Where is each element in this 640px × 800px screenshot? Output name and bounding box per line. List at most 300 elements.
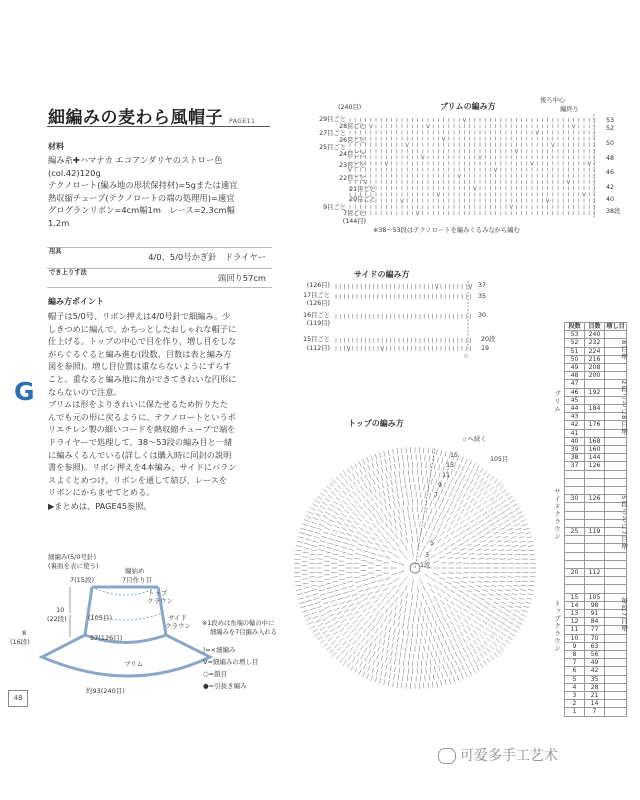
brim-stitch-row: [350, 124, 594, 128]
brim-stitch-row: [350, 118, 594, 122]
brim-stitch-row: [350, 149, 594, 153]
table-cell: [565, 487, 585, 495]
table-cell: [585, 560, 605, 568]
table-cell: 20: [565, 568, 585, 576]
brim-stitch-row: [350, 205, 594, 209]
table-cell: [585, 511, 605, 519]
points-line: 仕上げる。トップの中心で目を作り、増し目をしな: [48, 336, 237, 347]
table-row: [565, 405, 627, 413]
table-cell: [565, 503, 585, 511]
table-row: [565, 503, 627, 511]
table-cell: 168: [585, 437, 605, 445]
table-cell: 192: [585, 388, 605, 396]
side-stitch-row: [336, 338, 470, 343]
table-row: [565, 560, 627, 568]
legend-item: ○=鎖目: [203, 670, 228, 678]
table-cell: 63: [585, 642, 605, 650]
brim-row-label: 25目ごと: [319, 144, 346, 151]
table-cell: [605, 568, 627, 576]
table-cell: 21: [585, 691, 605, 699]
table-row: [565, 593, 627, 601]
table-row: [565, 478, 627, 486]
table-row: [565, 609, 627, 617]
table-row: [565, 446, 627, 454]
legend-item: ●=引抜き編み: [203, 682, 247, 690]
top-row-label: 15: [450, 452, 459, 459]
table-cell: 112: [585, 568, 605, 576]
table-row: [565, 618, 627, 626]
table-row: [565, 364, 627, 372]
brim-row-label: 9目ごと: [323, 204, 346, 211]
points-line: しきつめに編んで、かちっとしたおしゃれな帽子に: [48, 323, 237, 334]
table-cell: 1: [565, 708, 585, 716]
table-row: [565, 691, 627, 699]
hat-caption-sub: (裏面を表に使う): [48, 562, 99, 570]
points-heading: 編み方ポイント: [48, 297, 104, 306]
table-cell: 105: [585, 593, 605, 601]
wechat-icon: [438, 748, 456, 764]
table-cell: [585, 536, 605, 544]
table-row: [565, 429, 627, 437]
hat-side-label-2: クラウン: [165, 622, 191, 630]
table-cell: 184: [585, 405, 605, 413]
symbol-legend: [203, 644, 258, 692]
table-row: [565, 675, 627, 683]
table-row: [565, 470, 627, 478]
materials-heading: 材料: [48, 142, 64, 151]
table-cell: 52: [565, 339, 585, 347]
brim-chart-title: ブリムの編み方: [440, 102, 496, 111]
title-divider: [47, 126, 270, 127]
table-cell: [585, 396, 605, 404]
brim-row-label: 20目ごと: [349, 196, 376, 203]
table-row: [565, 462, 627, 470]
table-cell: 98: [585, 601, 605, 609]
points-line: に編みくるんでいる(詳しくは購入時に同封の説明: [48, 449, 232, 460]
table-cell: 216: [585, 355, 605, 363]
hat-side-rows: 10: [56, 606, 65, 614]
table-cell: [565, 511, 585, 519]
table-cell: [565, 577, 585, 585]
hat-brim-rows-2: (16段): [10, 638, 30, 646]
table-row: [565, 544, 627, 552]
table-row: [565, 487, 627, 495]
table-cell: [605, 331, 627, 339]
brim-stitch-row: [350, 161, 594, 165]
table-cell: 48: [565, 372, 585, 380]
legend-item: |=×細編み: [203, 646, 236, 654]
brim-total: (240目): [338, 104, 362, 111]
tools-row: [47, 247, 272, 266]
table-cell: [585, 478, 605, 486]
table-cell: [585, 519, 605, 527]
side-row-label: 16目ごと: [303, 312, 330, 319]
hat-brim-sts: 約93(240目): [86, 687, 125, 695]
table-cell: [565, 585, 585, 593]
table-row: [565, 585, 627, 593]
table-cell: [605, 675, 627, 683]
table-cell: [565, 478, 585, 486]
top-note-1: ※1段めは糸端の輪の中に: [202, 620, 275, 627]
points-line: ならないので注意。: [48, 386, 122, 397]
table-cell: 70: [585, 634, 605, 642]
points-line: 図を参照)。増し目位置は重ならないようにずらす: [48, 361, 232, 372]
top-row-label: 1段: [420, 562, 431, 569]
table-cell: [605, 667, 627, 675]
brim-note: ※38〜53段はテクノロートを編みくるみながら編む: [373, 227, 520, 234]
table-cell: 50: [565, 355, 585, 363]
table-header: 段数: [565, 323, 585, 331]
side-row-label: (126目): [306, 300, 330, 307]
table-cell: 14: [565, 601, 585, 609]
brim-stitch-row: [350, 155, 594, 159]
table-cell: [605, 478, 627, 486]
points-line: スよくとめつけ、リボンを通して結び、レースを: [48, 474, 228, 485]
table-header: 増し目: [606, 323, 625, 330]
brim-row-label: 23目ごと: [339, 162, 366, 169]
brim-row-number: 52: [606, 125, 615, 132]
top-row-label: 13: [446, 462, 455, 469]
table-header-row: [565, 323, 627, 331]
table-cell: [605, 487, 627, 495]
watermark: [438, 745, 558, 765]
table-cell: [605, 552, 627, 560]
table-cell: [605, 470, 627, 478]
table-inc-brim-b: 2段ごとに8目増: [620, 380, 628, 436]
side-row-label: 15目ごと: [303, 336, 330, 343]
points-line: ブリムは形をよりきれいに保たせるため折りたた: [48, 399, 228, 410]
materials-line: 熱収縮チューブ(テクノロートの端の処理用)=適宜: [48, 192, 235, 203]
table-cell: 46: [565, 388, 585, 396]
brim-row-label: 22目ごと: [339, 175, 366, 182]
table-section-side: サイドクラウン: [553, 488, 561, 541]
table-cell: 7: [585, 708, 605, 716]
side-row-number: 37: [478, 282, 487, 289]
top-chart-title: トップの編み方: [348, 419, 404, 428]
table-cell: 160: [585, 446, 605, 454]
table-row: [565, 634, 627, 642]
table-cell: 176: [585, 421, 605, 429]
table-row: [565, 355, 627, 363]
top-row-label: 11: [442, 472, 451, 479]
table-row: [565, 552, 627, 560]
points-line: ドライヤーで処理して、38〜53段の編み目と一緒: [48, 436, 233, 447]
table-row: [565, 331, 627, 339]
table-cell: 51: [565, 347, 585, 355]
hat-brim-label: ブリム: [124, 660, 144, 668]
side-row-label: (112目): [306, 345, 330, 352]
table-cell: 53: [565, 331, 585, 339]
materials-line: 編み糸✚ハマナカ エコアンダリヤのストロー色: [48, 155, 223, 165]
table-cell: [605, 462, 627, 470]
points-line: リボンにからませてとめる。: [48, 487, 155, 498]
table-cell: 126: [585, 462, 605, 470]
top-note-2: 細編みを7目編み入れる: [210, 629, 277, 636]
table-cell: 42: [585, 667, 605, 675]
hat-side-sts: 57(126目): [90, 634, 123, 642]
top-start-line: [415, 448, 435, 568]
side-row-label: 17目ごと: [303, 292, 330, 299]
table-cell: 2: [565, 700, 585, 708]
table-cell: [585, 585, 605, 593]
table-cell: 13: [565, 609, 585, 617]
points-line: 書を参照)。リボン押えを4本編み、サイドにバラン: [48, 462, 237, 473]
brim-row-number: 40: [606, 196, 615, 203]
side-stitch-row: [336, 314, 470, 319]
brim-row-number: 42: [606, 184, 615, 191]
table-row: [565, 413, 627, 421]
table-cell: [565, 519, 585, 527]
table-cell: [605, 560, 627, 568]
table-body: [565, 331, 627, 716]
table-cell: 11: [565, 626, 585, 634]
brim-row-number: 46: [606, 169, 615, 176]
table-row: [565, 421, 627, 429]
table-cell: 232: [585, 339, 605, 347]
points-line: こと。重なると編み地に角ができてきれいな円形に: [48, 373, 237, 384]
points-line: 帽子は5/0号、リボン押えは4/0号針で細編み。少: [48, 311, 231, 321]
finished-size-row: [47, 268, 272, 288]
table-cell: 15: [565, 593, 585, 601]
table-row: [565, 577, 627, 585]
table-cell: 39: [565, 446, 585, 454]
table-cell: 40: [565, 437, 585, 445]
table-cell: [585, 380, 605, 388]
table-cell: [605, 683, 627, 691]
table-cell: 28: [585, 683, 605, 691]
table-cell: 84: [585, 618, 605, 626]
brim-row-label: 24目ごと: [339, 151, 366, 158]
side-chart-title: サイドの編み方: [354, 270, 410, 279]
brim-row-label: 29目ごと: [319, 116, 346, 123]
table-row: [565, 650, 627, 658]
table-cell: 7: [565, 659, 585, 667]
hat-top-rows: 7(15段): [70, 576, 94, 584]
table-cell: [585, 429, 605, 437]
top-row-label: 9: [438, 482, 443, 489]
points-line: んでも元の形に戻るように、テクノロートというポ: [48, 411, 236, 422]
brim-stitch-row: [350, 180, 594, 184]
watermark-text: 可爱多手工艺术: [460, 748, 558, 764]
stitch-count-table: [564, 322, 627, 717]
table-cell: [605, 642, 627, 650]
top-continue: ☆へ続く: [462, 436, 487, 443]
table-cell: 5: [565, 675, 585, 683]
table-row: [565, 388, 627, 396]
table-cell: [585, 413, 605, 421]
star-marker-icon: ☆: [463, 352, 469, 360]
section-letter: G: [14, 377, 35, 406]
table-row: [565, 536, 627, 544]
brim-row-label: 7目ごと: [343, 210, 366, 217]
table-cell: 47: [565, 380, 585, 388]
side-stitch-row: [336, 284, 472, 289]
brim-stitch-row: [349, 168, 595, 172]
table-cell: 91: [585, 609, 605, 617]
brim-row-label: 21目ごと: [349, 186, 376, 193]
legend-item: V=細編みの増し目: [203, 658, 259, 666]
table-row: [565, 601, 627, 609]
table-cell: 240: [585, 331, 605, 339]
table-cell: 45: [565, 396, 585, 404]
hat-top-sts: (105目): [88, 614, 112, 622]
brim-stitch-row: [350, 137, 594, 141]
table-cell: [585, 544, 605, 552]
table-cell: [585, 503, 605, 511]
table-cell: 8: [565, 650, 585, 658]
table-row: [565, 437, 627, 445]
table-cell: 14: [585, 700, 605, 708]
table-header: 目数: [585, 323, 605, 331]
hat-start-sts: 7目作り目: [122, 576, 153, 584]
table-row: [565, 396, 627, 404]
brim-stitch-row: [350, 192, 594, 196]
table-cell: 3: [565, 691, 585, 699]
hat-side-label: サイド: [168, 614, 188, 622]
table-cell: [565, 560, 585, 568]
table-cell: [605, 454, 627, 462]
table-row: [565, 454, 627, 462]
brim-row-number: 48: [606, 155, 615, 162]
table-row: [565, 568, 627, 576]
page-number: 48: [8, 690, 28, 707]
table-row: [565, 380, 627, 388]
table-cell: [565, 470, 585, 478]
table-cell: [605, 659, 627, 667]
brim-stitch-grid: [348, 114, 603, 226]
table-cell: [585, 470, 605, 478]
materials-line: グログランリボン=4cm幅1m レース=2.3cm幅: [48, 205, 235, 215]
brim-stitch-row: [350, 186, 594, 190]
side-row-number: 19: [481, 345, 490, 352]
page-reference: PAGE11: [229, 118, 256, 125]
table-cell: [605, 585, 627, 593]
table-row: [565, 519, 627, 527]
table-cell: [605, 634, 627, 642]
hat-top-label-2: クラウン: [147, 597, 173, 605]
table-cell: 77: [585, 626, 605, 634]
table-inc-side: 5段ごとに7目増: [620, 495, 628, 551]
table-cell: [585, 487, 605, 495]
side-row-number: 35: [478, 293, 487, 300]
materials-list: [48, 154, 273, 229]
table-cell: 10: [565, 634, 585, 642]
table-cell: 49: [565, 364, 585, 372]
table-row: [565, 339, 627, 347]
brim-stitch-row: [350, 174, 594, 178]
brim-row-number: 50: [606, 140, 615, 147]
materials-line: (col.42)120g: [48, 167, 101, 178]
hat-top-label: トップ: [148, 589, 168, 597]
table-cell: 44: [565, 405, 585, 413]
table-row: [565, 626, 627, 634]
table-cell: [605, 708, 627, 716]
table-cell: [605, 372, 627, 380]
table-cell: 12: [565, 618, 585, 626]
table-cell: [605, 650, 627, 658]
table-row: [565, 708, 627, 716]
table-cell: 208: [585, 364, 605, 372]
brim-row-label: 26目ごと: [339, 137, 366, 144]
table-row: [565, 527, 627, 535]
table-row: [565, 683, 627, 691]
table-cell: [605, 446, 627, 454]
side-stitch-row: [336, 346, 470, 351]
points-line: がらぐるぐると編み進む(段数、目数は表と編み方: [48, 348, 232, 359]
table-cell: [605, 700, 627, 708]
table-cell: 4: [565, 683, 585, 691]
hat-side-rows-2: (22段): [47, 615, 67, 623]
table-cell: [605, 364, 627, 372]
table-row: [565, 667, 627, 675]
hat-caption: 細編み(5/0号針): [48, 553, 97, 561]
tools-value: 4/0、5/0号かぎ針 ドライヤー: [148, 252, 266, 262]
top-row-label: 3: [425, 552, 430, 559]
table-inc-brim-a: 8目増: [620, 340, 628, 361]
table-cell: [565, 544, 585, 552]
hat-start: 編始め: [125, 567, 145, 575]
table-cell: 224: [585, 347, 605, 355]
table-cell: 43: [565, 413, 585, 421]
table-cell: [585, 552, 605, 560]
table-cell: 25: [565, 527, 585, 535]
points-text: [48, 310, 274, 513]
table-cell: 126: [585, 495, 605, 503]
table-row: [565, 659, 627, 667]
table-cell: [565, 536, 585, 544]
table-section-top: トップクラウン: [553, 600, 561, 653]
hat-brim-rows: 8: [22, 629, 27, 637]
table-cell: 41: [565, 429, 585, 437]
brim-stitch-row: [350, 211, 594, 215]
brim-stitch-row: [350, 130, 594, 134]
brim-row-number: 38段: [606, 208, 621, 215]
table-cell: [565, 552, 585, 560]
page-title: [48, 103, 255, 128]
table-row: [565, 511, 627, 519]
finished-size-label: でき上りす法: [49, 269, 87, 276]
table-cell: 200: [585, 372, 605, 380]
points-line: リエチレン製の細いコードを熱収縮チューブで端を: [48, 424, 236, 435]
table-cell: 30: [565, 495, 585, 503]
finished-size-value: 頭回り57cm: [217, 273, 266, 283]
table-cell: 119: [585, 527, 605, 535]
table-cell: [605, 691, 627, 699]
top-sts-105: 105目: [490, 456, 509, 463]
table-cell: 49: [585, 659, 605, 667]
materials-line: テクノロート(編み地の形状保持材)=5gまたは適宜: [48, 180, 238, 190]
table-row: [565, 495, 627, 503]
table-cell: 9: [565, 642, 585, 650]
side-stitch-row: [336, 294, 470, 299]
brim-row-label: (144目): [342, 218, 366, 225]
table-cell: [605, 437, 627, 445]
side-row-number: 30: [478, 312, 487, 319]
brim-row-number: 53: [606, 117, 615, 124]
table-cell: 42: [565, 421, 585, 429]
materials-line: 1.2m: [48, 217, 70, 228]
table-row: [565, 700, 627, 708]
side-stitch-grid: [334, 281, 479, 353]
table-row: [565, 347, 627, 355]
side-row-number: 20段: [481, 336, 496, 343]
side-row-label: (126目): [306, 282, 330, 289]
table-inc-top: 毎段7目増: [620, 597, 628, 633]
brim-end: 編終り: [560, 106, 579, 113]
table-cell: 37: [565, 462, 585, 470]
table-cell: 6: [565, 667, 585, 675]
brim-row-label: 27目ごと: [319, 130, 346, 137]
